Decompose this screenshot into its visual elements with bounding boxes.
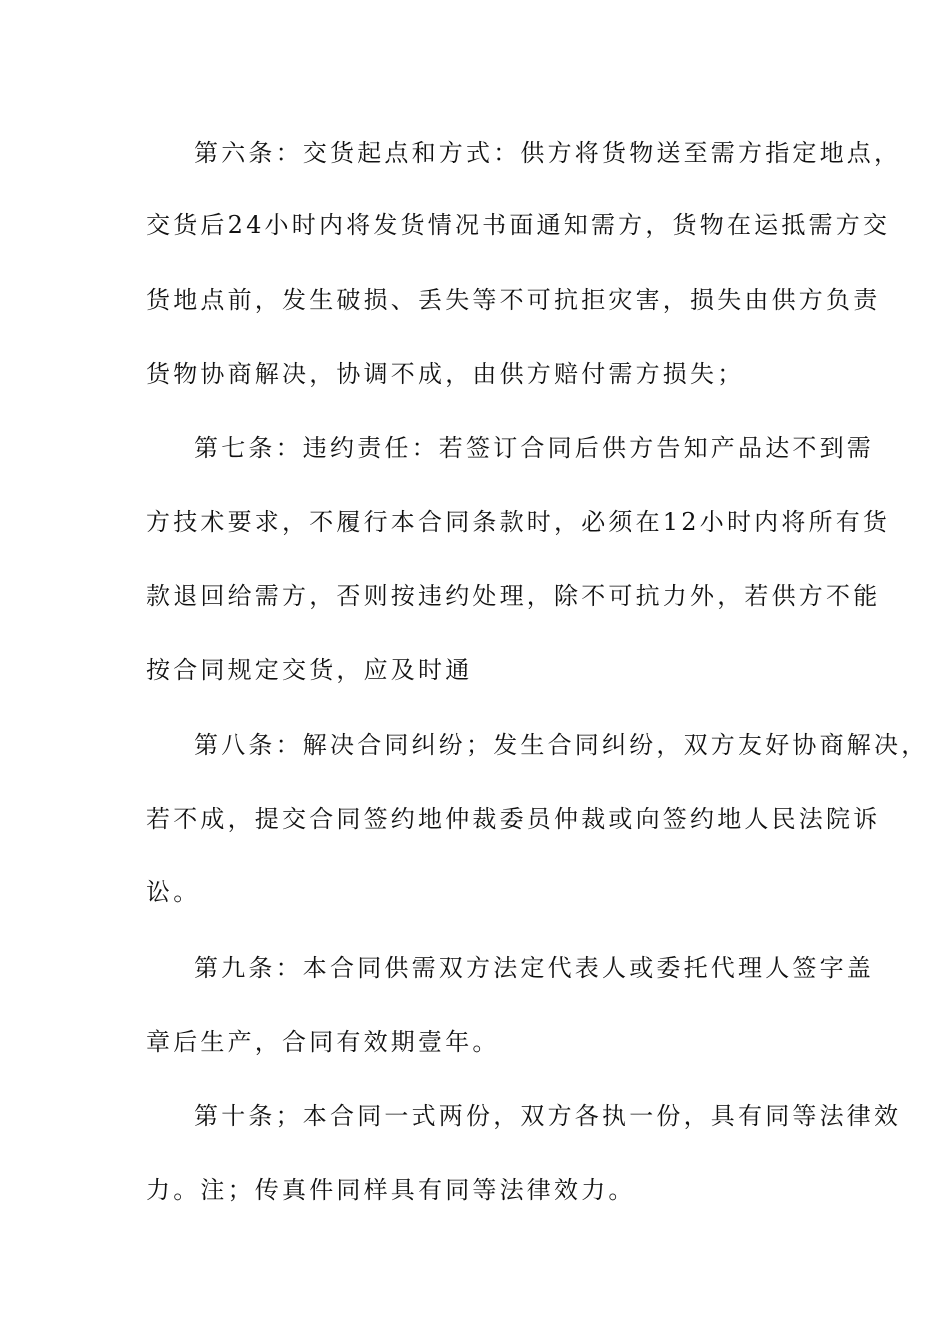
article-8-line-2: 若不成，提交合同签约地仲裁委员仲裁或向签约地人民法院诉 <box>146 805 881 833</box>
article-6-line-3: 货地点前，发生破损、丢失等不可抗拒灾害，损失由供方负责 <box>146 286 881 314</box>
article-7-line-1: 第七条：违约责任：若签订合同后供方告知产品达不到需 <box>194 434 874 462</box>
article-6-line-4: 货物协商解决，协调不成，由供方赔付需方损失； <box>146 360 745 388</box>
article-7-line-3: 款退回给需方，否则按违约处理，除不可抗力外，若供方不能 <box>146 582 881 610</box>
article-8-line-3: 讼。 <box>146 878 201 906</box>
article-9-line-1: 第九条：本合同供需双方法定代表人或委托代理人签字盖 <box>194 954 874 982</box>
article-10-line-2: 力。注；传真件同样具有同等法律效力。 <box>146 1176 636 1204</box>
article-10-line-1: 第十条；本合同一式两份，双方各执一份，具有同等法律效 <box>194 1102 902 1130</box>
article-6-line-2: 交货后24小时内将发货情况书面通知需方，货物在运抵需方交 <box>146 211 891 239</box>
article-6-line-1: 第六条：交货起点和方式：供方将货物送至需方指定地点， <box>194 139 902 167</box>
article-9-line-2: 章后生产，合同有效期壹年。 <box>146 1028 500 1056</box>
article-8-line-1: 第八条：解决合同纠纷；发生合同纠纷，双方友好协商解决， <box>194 731 929 759</box>
article-7-line-4: 按合同规定交货，应及时通 <box>146 656 473 684</box>
article-7-line-2: 方技术要求，不履行本合同条款时，必须在12小时内将所有货 <box>146 508 891 536</box>
